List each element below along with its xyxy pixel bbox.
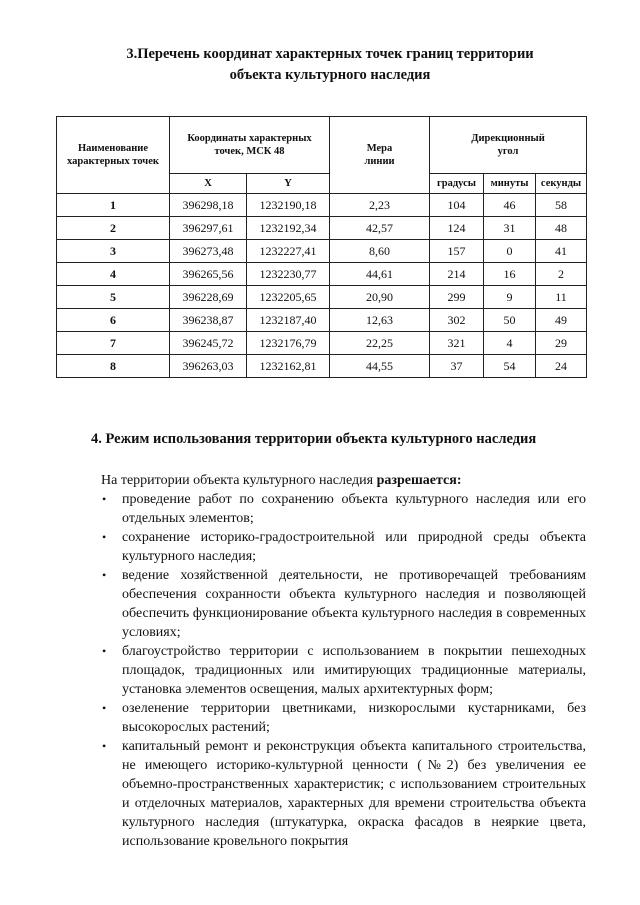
cell-degrees: 321 bbox=[430, 332, 484, 355]
intro-text: На территории объекта культурного наследия bbox=[101, 473, 377, 488]
cell-length: 44,61 bbox=[330, 263, 430, 286]
bullet-icon: • bbox=[102, 701, 107, 715]
list-item-text: благоустройство территории с использованием в покрытии пешеходных площадок, традиционных или имитирующих традиционные материалы, установка элементов освещения, малых архитектурных форм; bbox=[122, 644, 586, 697]
cell-length: 12,63 bbox=[330, 309, 430, 332]
cell-minutes: 0 bbox=[484, 240, 536, 263]
cell-length: 2,23 bbox=[330, 194, 430, 217]
table-row bbox=[57, 309, 587, 332]
cell-y: 1232162,81 bbox=[247, 355, 330, 378]
cell-y: 1232190,18 bbox=[247, 194, 330, 217]
cell-x: 396263,03 bbox=[170, 355, 247, 378]
cell-y: 1232227,41 bbox=[247, 240, 330, 263]
cell-y: 1232187,40 bbox=[247, 309, 330, 332]
cell-minutes: 50 bbox=[484, 309, 536, 332]
cell-x: 396298,18 bbox=[170, 194, 247, 217]
bullet-icon: • bbox=[102, 568, 107, 582]
cell-length: 8,60 bbox=[330, 240, 430, 263]
cell-degrees: 302 bbox=[430, 309, 484, 332]
section4-intro bbox=[101, 472, 591, 490]
list-item bbox=[100, 699, 586, 737]
cell-seconds: 48 bbox=[536, 217, 587, 240]
section3-title-line2: объекта культурного наследия bbox=[229, 67, 431, 83]
list-item-text: проведение работ по сохранению объекта культурного наследия или его отдельных элементов; bbox=[122, 492, 586, 526]
cell-point-number: 6 bbox=[57, 309, 170, 332]
cell-minutes: 9 bbox=[484, 286, 536, 309]
header-y: Y bbox=[247, 174, 330, 194]
cell-length: 42,57 bbox=[330, 217, 430, 240]
cell-point-number: 4 bbox=[57, 263, 170, 286]
cell-seconds: 2 bbox=[536, 263, 587, 286]
cell-x: 396273,48 bbox=[170, 240, 247, 263]
cell-x: 396265,56 bbox=[170, 263, 247, 286]
cell-x: 396245,72 bbox=[170, 332, 247, 355]
list-item-text: озеленение территории цветниками, низкорослыми кустарниками, без высокорослых растений; bbox=[122, 701, 586, 735]
list-item bbox=[100, 566, 586, 642]
cell-y: 1232176,79 bbox=[247, 332, 330, 355]
cell-length: 20,90 bbox=[330, 286, 430, 309]
cell-minutes: 31 bbox=[484, 217, 536, 240]
header-direction-angle: Дирекционный угол bbox=[430, 117, 587, 174]
table-row bbox=[57, 217, 587, 240]
cell-seconds: 11 bbox=[536, 286, 587, 309]
bullet-icon: • bbox=[102, 530, 107, 544]
cell-point-number: 3 bbox=[57, 240, 170, 263]
cell-minutes: 46 bbox=[484, 194, 536, 217]
table-row bbox=[57, 286, 587, 309]
cell-seconds: 49 bbox=[536, 309, 587, 332]
table-body bbox=[57, 194, 587, 378]
intro-bold: разрешается: bbox=[376, 473, 462, 488]
cell-length: 44,55 bbox=[330, 355, 430, 378]
cell-y: 1232192,34 bbox=[247, 217, 330, 240]
cell-degrees: 214 bbox=[430, 263, 484, 286]
section4-title: 4. Режим использования территории объекта культурного наследия bbox=[91, 431, 537, 447]
list-item bbox=[100, 528, 586, 566]
table-row bbox=[57, 332, 587, 355]
cell-degrees: 299 bbox=[430, 286, 484, 309]
bullet-icon: • bbox=[102, 492, 107, 506]
table-row bbox=[57, 355, 587, 378]
list-item-text: ведение хозяйственной деятельности, не противоречащей требованиям обеспечения сохранности объекта культурного наследия и позволяющей обеспечить функционирование объекта культурного наследия в современных условиях; bbox=[122, 568, 586, 640]
table-row bbox=[57, 263, 587, 286]
cell-x: 396238,87 bbox=[170, 309, 247, 332]
bullet-icon: • bbox=[102, 739, 107, 753]
cell-minutes: 54 bbox=[484, 355, 536, 378]
cell-x: 396297,61 bbox=[170, 217, 247, 240]
list-item bbox=[100, 490, 586, 528]
cell-seconds: 24 bbox=[536, 355, 587, 378]
header-x: X bbox=[170, 174, 247, 194]
cell-seconds: 29 bbox=[536, 332, 587, 355]
header-coordinates: Координаты характерных точек, МСК 48 bbox=[170, 117, 330, 174]
cell-point-number: 2 bbox=[57, 217, 170, 240]
header-point-name: Наименование характерных точек bbox=[57, 117, 170, 194]
section3-title-line1: 3.Перечень координат характерных точек границ территории bbox=[126, 46, 534, 62]
header-seconds: секунды bbox=[536, 174, 587, 194]
cell-degrees: 157 bbox=[430, 240, 484, 263]
list-item bbox=[100, 642, 586, 699]
table-row bbox=[57, 194, 587, 217]
cell-point-number: 1 bbox=[57, 194, 170, 217]
cell-y: 1232205,65 bbox=[247, 286, 330, 309]
bullet-icon: • bbox=[102, 644, 107, 658]
cell-seconds: 58 bbox=[536, 194, 587, 217]
section3-title bbox=[60, 44, 600, 86]
cell-seconds: 41 bbox=[536, 240, 587, 263]
cell-point-number: 5 bbox=[57, 286, 170, 309]
cell-minutes: 4 bbox=[484, 332, 536, 355]
cell-point-number: 8 bbox=[57, 355, 170, 378]
cell-degrees: 124 bbox=[430, 217, 484, 240]
list-item-text: капитальный ремонт и реконструкция объекта капитального строительства, не имеющего историко-культурной ценности (№2) без увеличения ее объемно-пространственных характеристик; с использованием строительных и отделочных материалов, характерных для времени строительства объекта культурного наследия (штукатурка, окраска фасадов в неяркие цвета, использование кровельного покрытия bbox=[122, 739, 586, 849]
cell-degrees: 104 bbox=[430, 194, 484, 217]
cell-x: 396228,69 bbox=[170, 286, 247, 309]
cell-y: 1232230,77 bbox=[247, 263, 330, 286]
list-item bbox=[100, 737, 586, 851]
header-minutes: минуты bbox=[484, 174, 536, 194]
header-line-length: Мера линии bbox=[330, 117, 430, 194]
coordinates-table bbox=[56, 116, 587, 378]
permitted-activities-list bbox=[100, 490, 586, 851]
header-degrees: градусы bbox=[430, 174, 484, 194]
cell-length: 22,25 bbox=[330, 332, 430, 355]
table-row bbox=[57, 240, 587, 263]
cell-point-number: 7 bbox=[57, 332, 170, 355]
cell-minutes: 16 bbox=[484, 263, 536, 286]
cell-degrees: 37 bbox=[430, 355, 484, 378]
list-item-text: сохранение историко-градостроительной или природной среды объекта культурного наследия; bbox=[122, 530, 586, 564]
